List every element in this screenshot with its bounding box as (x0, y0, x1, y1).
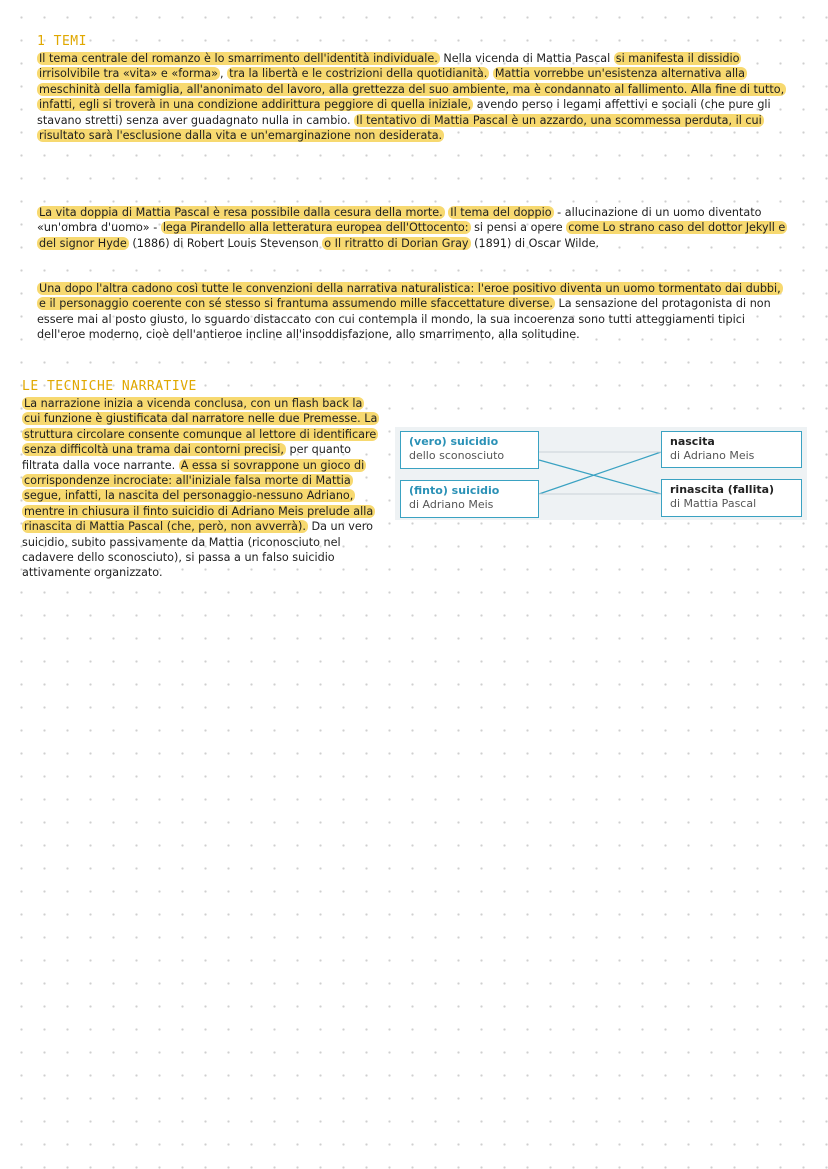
highlighted-text: Il tema del doppio (450, 206, 552, 219)
text-run: (1886) di Robert Louis Stevenson (128, 236, 323, 250)
suicide-birth-diagram (395, 427, 807, 520)
box-rinascita-subtitle: di Mattia Pascal (670, 497, 757, 510)
highlighted-text: lega Pirandello alla letteratura europea dell'Ottocento: (162, 221, 469, 235)
text-run: si pensi a opere (470, 221, 567, 235)
highlighted-text: La vita doppia di Mattia Pascal è resa possibile dalla cesura della morte. (39, 206, 443, 219)
box-nascita-subtitle: di Adriano Meis (670, 449, 755, 462)
text-run: , (219, 67, 228, 81)
box-vero-suicidio-title: (vero) suicidio (409, 435, 499, 448)
temi-paragraph-3 (37, 281, 787, 343)
highlighted-text: come Lo strano caso del dottor Jekyll e del signor Hyde (39, 221, 786, 250)
highlighted-text: La narrazione inizia a vicenda conclusa, con un flash back la cui funzione è giustificata dal narratore nelle due Premesse. La struttura circolare consente comunque al lettore di identificare senza difficoltà una trama dai contorni precisi, (24, 397, 378, 457)
text-run: per quanto filtrata dalla voce narrante. (22, 443, 352, 472)
text-run: - allucinazione di un uomo diventato «un'ombra d'uomo» - (37, 206, 762, 235)
text-run: Da un vero suicidio, subito passivamente da Mattia (riconosciuto nel cadavere dello sconosciuto), si passa a un falso suicidio attivamente organizzato. (22, 520, 373, 580)
section-title-tecniche-narrative: LE TECNICHE NARRATIVE (22, 379, 197, 394)
highlighted-text: o Il ritratto di Dorian Gray (324, 236, 469, 250)
connector-vero-to-rinascita (539, 460, 661, 494)
highlighted-text: Una dopo l'altra cadono così tutte le convenzioni della narrativa naturalistica: l'eroe positivo diventa un uomo tormentato dai dubbi, e il personaggio coerente con sé stesso si frantuma assumendo mille sfaccettature diverse. (39, 282, 781, 311)
box-finto-suicidio-subtitle: di Adriano Meis (409, 498, 494, 511)
highlighted-text: si manifesta il dissidio irrisolvibile tra «vita» e «forma» (39, 52, 740, 81)
connector-finto-to-nascita (539, 452, 661, 494)
box-nascita (661, 431, 802, 468)
text-run: La sensazione del protagonista di non essere mai al posto giusto, lo sguardo distaccato con cui contempla il mondo, la sua incoerenza sono tutti atteggiamenti tipici dell'eroe moderno, cioè dell'antieroe incline all'insoddisfazione, allo smarrimento, alla solitudine. (37, 297, 771, 342)
text-run: (1891) di Oscar Wilde. (470, 236, 600, 250)
highlighted-text: Il tentativo di Mattia Pascal è un azzardo, una scommessa perduta, il cui risultato sarà l'esclusione dalla vita e un'emarginazione non desiderata. (39, 113, 762, 143)
box-finto-suicidio-title: (finto) suicidio (409, 484, 500, 497)
box-vero-suicidio (400, 431, 539, 469)
box-nascita-title: nascita (670, 435, 715, 448)
highlighted-text: A essa si sovrappone un gioco di corrispondenze incrociate: all'iniziale falsa morte di Mattia segue, infatti, la nascita del personaggio-nessuno Adriano, mentre in chiusura il finto suicidio di Adriano Meis prelude alla rinascita di Mattia Pascal (che, però, non avverrà). (24, 458, 374, 534)
text-run: avendo perso i legami affettivi e sociali (che pure gli stavano stretti) senza aver guadagnato nulla in cambio. (37, 98, 771, 127)
temi-paragraph-2 (37, 205, 787, 251)
highlighted-text: tra la libertà e le costrizioni della quotidianità. (229, 67, 488, 81)
highlighted-text: Il tema centrale del romanzo è lo smarrimento dell'identità individuale. (39, 52, 438, 65)
text-run: Nella vicenda di Mattia Pascal (439, 52, 614, 65)
tecniche-paragraph (22, 396, 378, 581)
temi-paragraph-1 (37, 51, 787, 143)
box-finto-suicidio (400, 480, 539, 518)
box-rinascita (661, 479, 802, 517)
highlighted-text: Mattia vorrebbe un'esistenza alternativa alla meschinità della famiglia, all'anonimato del lavoro, alla grettezza del suo ambiente, ma è condannato al fallimento. Alla fine di tutto, infatti, egli si troverà in una condizione addirittura peggiore di quella iniziale, (39, 67, 785, 112)
box-vero-suicidio-subtitle: dello sconosciuto (409, 449, 505, 462)
section-title-temi: 1 TEMI (37, 34, 87, 49)
box-rinascita-title: rinascita (fallita) (670, 483, 775, 496)
